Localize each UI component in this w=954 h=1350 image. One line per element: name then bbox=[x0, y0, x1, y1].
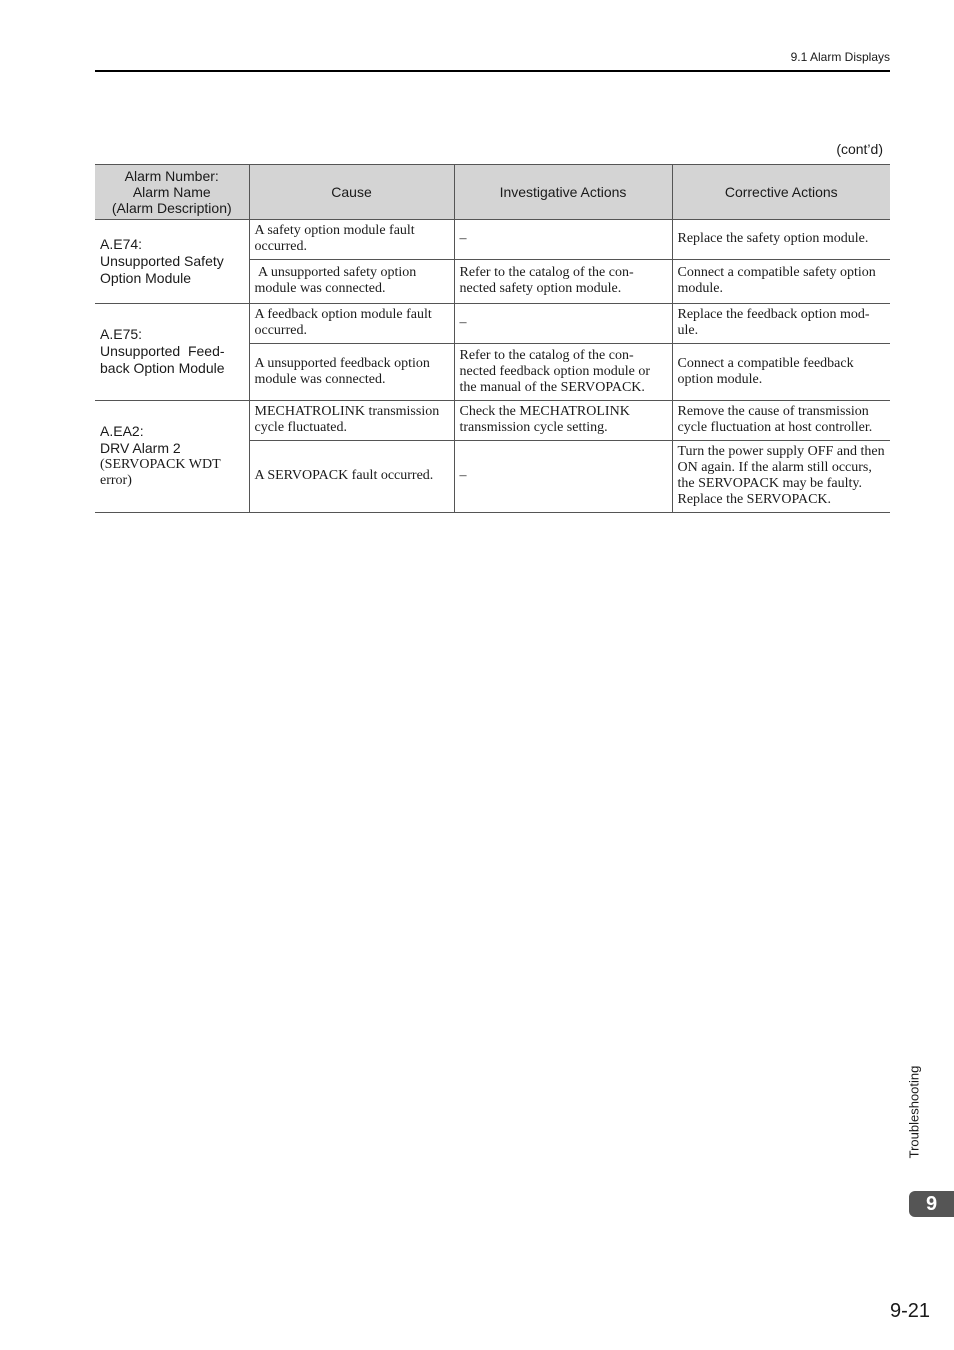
alarm-cell-ea2: A.EA2: DRV Alarm 2 (SERVOPACK WDT error) bbox=[95, 401, 249, 513]
table-header-row bbox=[95, 165, 890, 220]
investigative-cell: Refer to the catalog of the con-nected safety option module. bbox=[454, 260, 672, 304]
alarm-cell-e75: A.E75: Unsupported Feed- back Option Module bbox=[95, 304, 249, 401]
alarm-cell-e74: A.E74: Unsupported Safety Option Module bbox=[95, 220, 249, 304]
corrective-cell: Turn the power supply OFF and then ON again. If the alarm still occurs, the SERVOPACK may be faulty. Replace the SERVOPACK. bbox=[672, 441, 890, 513]
investigative-cell: – bbox=[454, 220, 672, 260]
running-header: 9.1 Alarm Displays bbox=[790, 50, 890, 64]
header-corrective: Corrective Actions bbox=[672, 165, 890, 220]
header-cause: Cause bbox=[249, 165, 454, 220]
cause-cell: A SERVOPACK fault occurred. bbox=[249, 441, 454, 513]
corrective-cell: Replace the safety option module. bbox=[672, 220, 890, 260]
corrective-cell: Replace the feedback option mod-ule. bbox=[672, 304, 890, 344]
corrective-cell: Connect a compatible feedback option module. bbox=[672, 344, 890, 401]
chapter-title: Troubleshooting bbox=[906, 1065, 922, 1159]
header-alarm: Alarm Number: Alarm Name (Alarm Description) bbox=[95, 165, 249, 220]
chapter-tab: 9 bbox=[909, 1191, 954, 1217]
cause-cell: A unsupported feedback option module was connected. bbox=[249, 344, 454, 401]
investigative-cell: Refer to the catalog of the con-nected feedback option module or the manual of the SERVOPACK. bbox=[454, 344, 672, 401]
table-row bbox=[95, 220, 890, 260]
page-number: 9-21 bbox=[889, 1300, 930, 1322]
header-rule bbox=[95, 70, 890, 72]
cause-cell: A feedback option module fault occurred. bbox=[249, 304, 454, 344]
cause-cell: MECHATROLINK transmission cycle fluctuated. bbox=[249, 401, 454, 441]
corrective-cell: Connect a compatible safety option module. bbox=[672, 260, 890, 304]
investigative-cell: – bbox=[454, 304, 672, 344]
investigative-cell: – bbox=[454, 441, 672, 513]
cause-cell: A safety option module fault occurred. bbox=[249, 220, 454, 260]
investigative-cell: Check the MECHATROLINK transmission cycle setting. bbox=[454, 401, 672, 441]
cause-cell: A unsupported safety option module was connected. bbox=[249, 260, 454, 304]
table-row bbox=[95, 401, 890, 441]
alarm-table bbox=[95, 164, 890, 513]
table-row bbox=[95, 304, 890, 344]
continued-label: (cont’d) bbox=[836, 141, 883, 157]
chapter-side-label bbox=[904, 1060, 924, 1164]
corrective-cell: Remove the cause of transmission cycle fluctuation at host controller. bbox=[672, 401, 890, 441]
header-investigative: Investigative Actions bbox=[454, 165, 672, 220]
